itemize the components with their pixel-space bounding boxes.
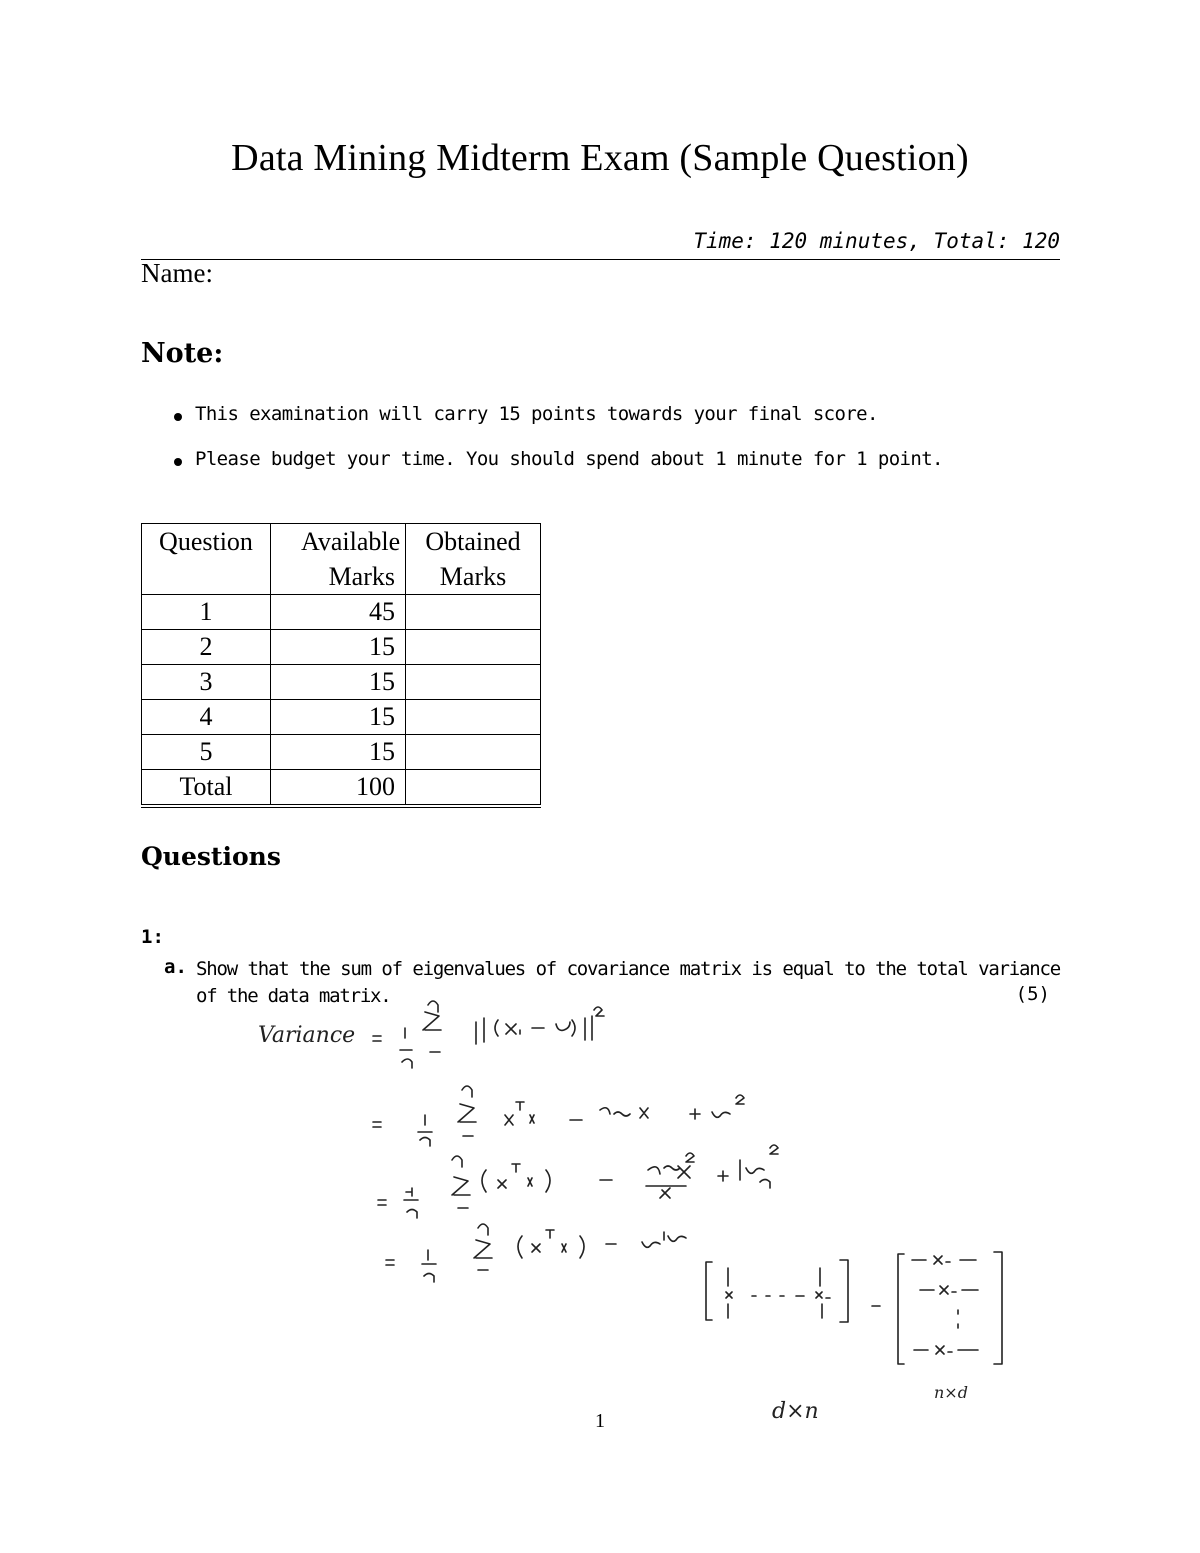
note-heading: Note: [141, 338, 224, 369]
cell-question-total: Total [142, 770, 271, 807]
exam-title: Data Mining Midterm Exam (Sample Question) [231, 137, 969, 179]
note-list [172, 403, 943, 493]
cell-obtained[interactable] [406, 630, 541, 665]
name-label: Name: [141, 258, 213, 288]
questions-heading: Questions [141, 842, 281, 871]
header-obtained-marks [406, 524, 541, 595]
handwriting-dims-left: d×n [772, 1399, 819, 1424]
table-row [142, 665, 541, 700]
cell-available: 15 [271, 630, 406, 665]
cell-available-total: 100 [271, 770, 406, 807]
cell-obtained[interactable] [406, 595, 541, 630]
cell-available: 15 [271, 700, 406, 735]
bullet-icon [174, 458, 182, 466]
cell-obtained-total[interactable] [406, 770, 541, 807]
cell-obtained[interactable] [406, 700, 541, 735]
time-total-info: Time: 120 minutes, Total: 120 [693, 229, 1060, 253]
note-item-text: Please budget your time. You should spend about 1 minute for 1 point. [195, 448, 943, 470]
cell-question: 2 [142, 630, 271, 665]
cell-question: 5 [142, 735, 271, 770]
table-row [142, 630, 541, 665]
bullet-icon [174, 413, 182, 421]
table-row [142, 595, 541, 630]
note-item-text: This examination will carry 15 points towards your final score. [195, 403, 878, 425]
note-item [172, 448, 943, 493]
part-a-points: (5) [1015, 983, 1050, 1005]
part-a-text: Show that the sum of eigenvalues of covariance matrix is equal to the total variance of the data matrix. [196, 958, 1060, 1007]
table-row [142, 700, 541, 735]
page-number: 1 [595, 1410, 605, 1432]
header-rule [141, 259, 1060, 260]
note-item [172, 403, 943, 448]
question-1-number: 1: [141, 926, 164, 948]
cell-question: 3 [142, 665, 271, 700]
cell-obtained[interactable] [406, 735, 541, 770]
cell-question: 1 [142, 595, 271, 630]
handwriting-matrix-right [898, 1252, 1002, 1364]
cell-available: 15 [271, 665, 406, 700]
marks-table [141, 523, 541, 808]
part-a-label: a. [164, 956, 187, 978]
handwriting-equation-line-4 [386, 1224, 686, 1282]
table-row-total [142, 770, 541, 807]
table-row [142, 735, 541, 770]
cell-available: 45 [271, 595, 406, 630]
header-question: Question [142, 524, 271, 595]
handwriting-matrix-left [706, 1260, 848, 1322]
header-obtained-marks-text: Obtained Marks [425, 527, 521, 591]
cell-question: 4 [142, 700, 271, 735]
handwriting-equation-line-3 [378, 1145, 778, 1218]
header-available-marks [271, 524, 406, 595]
marks-table-header [142, 524, 541, 595]
cell-obtained[interactable] [406, 665, 541, 700]
cell-available: 15 [271, 735, 406, 770]
handwriting-equation-line-2 [373, 1086, 744, 1146]
handwriting-dims-right: n×d [934, 1383, 968, 1402]
header-available-marks-text: Available Marks [301, 527, 401, 591]
handwriting-variance-label: Variance [258, 1023, 356, 1048]
handwriting-equation-line-1 [373, 1001, 604, 1068]
